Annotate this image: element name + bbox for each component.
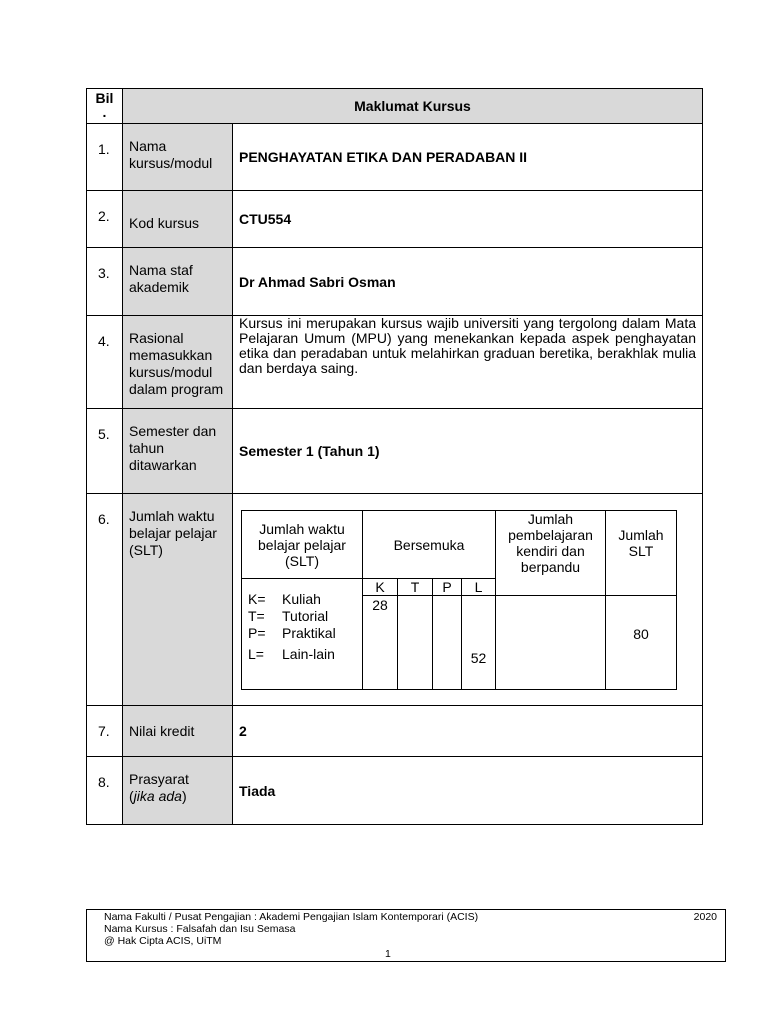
row-credit (87, 706, 703, 757)
subheader-l: L (462, 579, 496, 596)
legend-code: P= (248, 625, 266, 641)
slt-header-face-to-face: Bersemuka (363, 511, 496, 579)
page-number: 1 (385, 948, 391, 960)
footer-lines (104, 911, 478, 947)
row-label: Prasyarat (jika ada) (123, 757, 233, 825)
row-academic-staff (87, 248, 703, 316)
footer-copyright: @ Hak Cipta ACIS, UiTM (104, 935, 222, 947)
semester-value: Semester 1 (Tahun 1) (233, 409, 703, 494)
row-course-code (87, 191, 703, 248)
row-number: 1. (87, 124, 123, 191)
header-title: Maklumat Kursus (123, 89, 703, 124)
slt-header-self-learning (496, 511, 606, 596)
legend-text: Lain-lain (282, 646, 335, 662)
academic-staff-value: Dr Ahmad Sabri Osman (233, 248, 703, 316)
row-label: Nama kursus/modul (123, 124, 233, 191)
prerequisite-label: Prasyarat (129, 771, 189, 787)
row-prerequisite (87, 757, 703, 825)
header-bil (87, 89, 123, 124)
legend-code: K= (248, 591, 266, 607)
legend-code: L= (248, 646, 264, 662)
row-slt (87, 494, 703, 706)
row-number: 3. (87, 248, 123, 316)
legend-text: Praktikal (282, 625, 336, 641)
row-label: Jumlah waktu belajar pelajar (SLT) (123, 494, 233, 706)
value-p (433, 596, 462, 690)
legend-item (248, 625, 362, 642)
row-label: Kod kursus (123, 191, 233, 248)
slt-header-total-slt (606, 511, 677, 596)
row-number: 8. (87, 757, 123, 825)
row-label: Nama staf akademik (123, 248, 233, 316)
legend-item (248, 591, 362, 608)
row-course-name (87, 124, 703, 191)
value-total-text: 80 (633, 626, 649, 642)
slt-header-total-time: Jumlah waktu belajar pelajar (SLT) (242, 511, 363, 579)
row-semester (87, 409, 703, 494)
subheader-t: T (398, 579, 433, 596)
value-total (606, 596, 677, 690)
row-number: 2. (87, 191, 123, 248)
value-self-learning (496, 596, 606, 690)
row-rationale (87, 316, 703, 409)
slt-header-total-slt-text: Jumlah SLT (618, 527, 664, 559)
legend-text: Kuliah (282, 591, 321, 607)
page-footer (86, 909, 726, 962)
legend-text: Tutorial (282, 608, 329, 624)
value-t (398, 596, 433, 690)
slt-legend (242, 579, 363, 690)
value-l (462, 596, 496, 690)
course-info-table (86, 88, 703, 825)
footer-course: Nama Kursus : Falsafah dan Isu Semasa (104, 923, 296, 935)
row-number: 4. (87, 316, 123, 409)
course-info-document (86, 88, 703, 825)
prerequisite-value: Tiada (233, 757, 703, 825)
subheader-k: K (363, 579, 398, 596)
footer-year: 2020 (693, 911, 717, 923)
row-label: Nilai kredit (123, 706, 233, 757)
row-number: 7. (87, 706, 123, 757)
table-header-row (87, 89, 703, 124)
row-label: Semester dan tahun ditawarkan (123, 409, 233, 494)
legend-item (248, 608, 362, 625)
legend-code: T= (248, 608, 265, 624)
footer-faculty: Nama Fakulti / Pusat Pengajian : Akademi Pengajian Islam Kontemporari (ACIS) (104, 911, 479, 923)
prerequisite-label-italic: jika ada (133, 788, 182, 804)
slt-header-self-learning-text: Jumlah pembelajaran kendiri dan berpandu (508, 511, 593, 575)
course-code-value: CTU554 (233, 191, 703, 248)
value-l-text: 52 (470, 650, 487, 666)
legend-item (248, 646, 362, 663)
credit-value: 2 (233, 706, 703, 757)
course-name-value: PENGHAYATAN ETIKA DAN PERADABAN II (233, 124, 703, 191)
slt-header-row (242, 511, 677, 579)
subheader-p: P (433, 579, 462, 596)
row-number: 6. (87, 494, 123, 706)
slt-cell (233, 494, 703, 706)
rationale-value: Kursus ini merupakan kursus wajib universiti yang tergolong dalam Mata Pelajaran Umum (MPU) yang menekankan kepada aspek penghayatan etika dan peradaban untuk melahirkan graduan beretika, berakhlak mulia dan berdaya saing. (233, 316, 703, 409)
value-k: 28 (363, 596, 398, 690)
row-label: Rasional memasukkan kursus/modul dalam program (123, 316, 233, 409)
header-bil-text: Bil . (95, 90, 114, 120)
slt-table (241, 510, 677, 690)
row-number: 5. (87, 409, 123, 494)
